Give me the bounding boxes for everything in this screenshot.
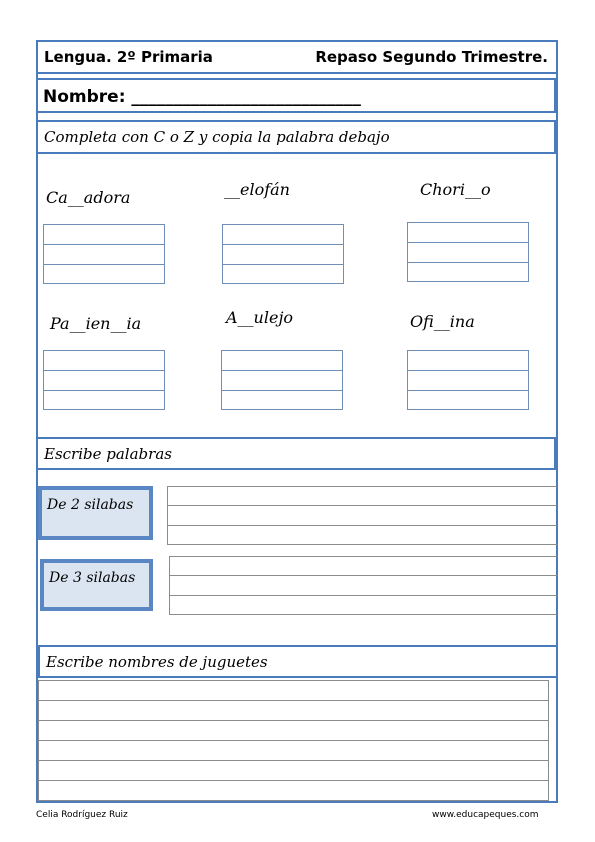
name-label: Nombre: ___________________________ [43,87,361,107]
syllable-lines-3[interactable] [169,556,557,616]
section-1-header [36,120,556,154]
word-5: A__ulejo [226,308,294,327]
word-3: Chori__o [420,180,491,199]
toy-names-lines[interactable] [38,680,549,802]
copy-box-1[interactable] [43,224,165,284]
word-2: __elofán [224,180,290,199]
worksheet-title: Repaso Segundo Trimestre. [315,48,548,66]
name-bar [36,78,556,113]
section-3-instruction: Escribe nombres de juguetes [46,653,268,671]
section-3-header [38,645,558,678]
section-2-header [36,437,556,470]
copy-box-5[interactable] [221,350,343,410]
author-credit: Celia Rodríguez Ruiz [36,810,128,820]
copy-box-6[interactable] [407,350,529,410]
syllable-label-2: De 2 silabas [47,497,134,513]
header-bar [36,40,558,74]
word-6: Ofi__ina [410,312,475,331]
syllable-label-box-2 [38,486,153,540]
copy-box-2[interactable] [222,224,344,284]
syllable-label-3: De 3 silabas [49,570,136,586]
section-2-instruction: Escribe palabras [44,445,172,463]
copy-box-3[interactable] [407,222,529,282]
syllable-lines-2[interactable] [167,486,557,546]
section-1-instruction: Completa con C o Z y copia la palabra debajo [44,128,390,146]
syllable-label-box-3 [40,559,153,611]
copy-box-4[interactable] [43,350,165,410]
word-4: Pa__ien__ia [50,314,142,333]
website-link[interactable]: www.educapeques.com [432,810,539,820]
word-1: Ca__adora [46,188,131,207]
subject-label: Lengua. 2º Primaria [44,48,213,66]
